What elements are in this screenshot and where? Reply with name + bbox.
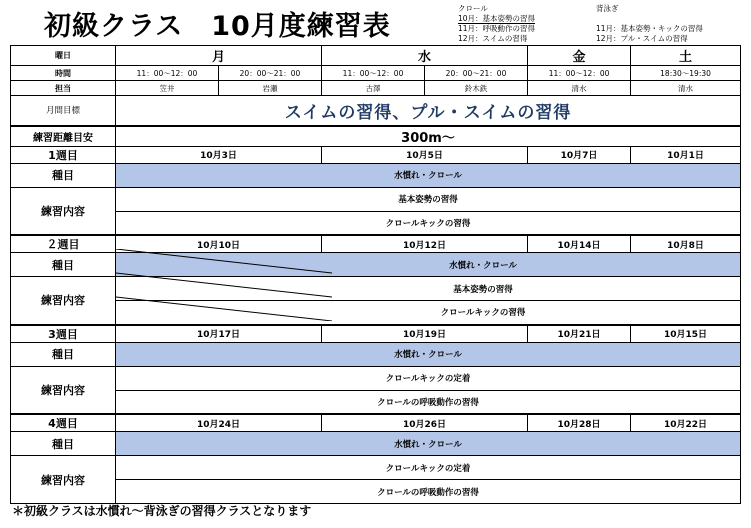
- week-type: 水慣れ・クロール: [116, 342, 741, 366]
- practice-item: 基本姿勢の習得: [116, 277, 741, 301]
- week-date: 10月3日: [116, 146, 322, 163]
- week-date: 10月17日: [116, 325, 322, 343]
- week-type: 水慣れ・クロール: [116, 253, 741, 277]
- day-friday: 金: [528, 46, 631, 66]
- time-slot: 11：00〜12：00: [322, 66, 425, 81]
- day-saturday: 土: [631, 46, 741, 66]
- crawl-notes-label: クロール: [458, 4, 488, 13]
- distance-label: 練習距離目安: [11, 126, 116, 147]
- staff-name: 清水: [528, 81, 631, 96]
- week-date: 10月15日: [631, 325, 741, 343]
- week-date: 10月7日: [528, 146, 631, 163]
- week-label: 4週目: [11, 414, 116, 432]
- practice-item: クロールキックの定着: [116, 366, 741, 390]
- time-slot: 11：00〜12：00: [528, 66, 631, 81]
- day-label: 曜日: [11, 46, 116, 66]
- week-date: 10月24日: [116, 414, 322, 432]
- week2-diagonal-strike: [116, 249, 332, 321]
- week-date: 10月21日: [528, 325, 631, 343]
- practice-item: クロールキックの定着: [116, 456, 741, 480]
- backstroke-notes-november: 11月：基本姿勢・キックの習得: [596, 24, 703, 33]
- staff-name: 古澤: [322, 81, 425, 96]
- week-date: 10月5日: [322, 146, 528, 163]
- week-date: 10月26日: [322, 414, 528, 432]
- staff-label: 担当: [11, 81, 116, 96]
- backstroke-notes-december: 12月：プル・スイムの習得: [596, 34, 688, 43]
- practice-item: クロールの呼吸動作の習得: [116, 390, 741, 414]
- type-label: 種目: [11, 432, 116, 456]
- time-slot: 11：00〜12：00: [116, 66, 219, 81]
- content-label: 練習内容: [11, 277, 116, 325]
- content-label: 練習内容: [11, 456, 116, 504]
- backstroke-notes-label: 背泳ぎ: [596, 4, 619, 13]
- day-wednesday: 水: [322, 46, 528, 66]
- backstroke-schedule-notes: [596, 4, 703, 44]
- crawl-notes-november: 11月：呼吸動作の習得: [458, 24, 536, 33]
- time-slot: 20：00〜21：00: [219, 66, 322, 81]
- week-date: 10月12日: [322, 235, 528, 253]
- week-date: 10月22日: [631, 414, 741, 432]
- practice-item: クロールの呼吸動作の習得: [116, 480, 741, 504]
- crawl-notes-october: 10月：基本姿勢の習得: [458, 14, 536, 23]
- practice-item: 基本姿勢の習得: [116, 187, 741, 211]
- content-label: 練習内容: [11, 366, 116, 414]
- week-type: 水慣れ・クロール: [116, 432, 741, 456]
- footer-note: ＊初級クラスは水慣れ〜背泳ぎの習得クラスとなります: [12, 504, 312, 518]
- staff-name: 笠井: [116, 81, 219, 96]
- distance-value: 300m〜: [116, 126, 741, 147]
- week-label: 3週目: [11, 325, 116, 343]
- type-label: 種目: [11, 163, 116, 187]
- crawl-notes-december: 12月：スイムの習得: [458, 34, 528, 43]
- week-date: 10月19日: [322, 325, 528, 343]
- week-label: 1週目: [11, 146, 116, 163]
- monthly-goal: スイムの習得、プル・スイムの習得: [116, 96, 741, 126]
- staff-name: 鈴木鉄: [425, 81, 528, 96]
- practice-item: クロールキックの習得: [116, 211, 741, 235]
- week-date: 10月10日: [116, 235, 322, 253]
- week-date: 10月1日: [631, 146, 741, 163]
- week-date: 10月8日: [631, 235, 741, 253]
- week-date: 10月14日: [528, 235, 631, 253]
- goal-label: 月間目標: [11, 96, 116, 126]
- week-label: ２週目: [11, 235, 116, 253]
- content-label: 練習内容: [11, 187, 116, 235]
- week-type: 水慣れ・クロール: [116, 163, 741, 187]
- staff-name: 清水: [631, 81, 741, 96]
- type-label: 種目: [11, 342, 116, 366]
- type-label: 種目: [11, 253, 116, 277]
- time-slot: 20：00〜21：00: [425, 66, 528, 81]
- week-date: 10月28日: [528, 414, 631, 432]
- day-monday: 月: [116, 46, 322, 66]
- staff-name: 岩瀬: [219, 81, 322, 96]
- crawl-schedule-notes: [458, 4, 535, 44]
- practice-item: クロールキックの習得: [116, 301, 741, 325]
- time-slot: 18:30〜19:30: [631, 66, 741, 81]
- time-label: 時間: [11, 66, 116, 81]
- page-title: 初級クラス 10月度練習表: [44, 11, 391, 42]
